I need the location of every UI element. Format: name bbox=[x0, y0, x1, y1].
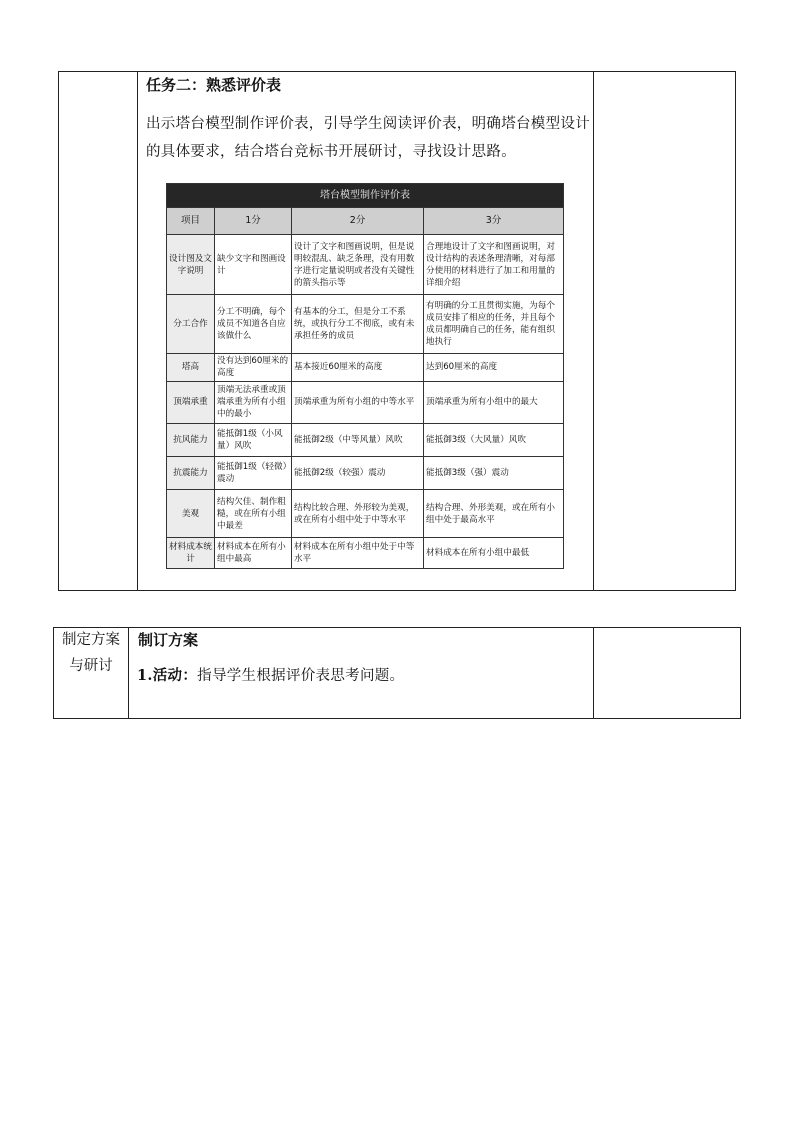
plan-title: 制订方案 bbox=[138, 631, 199, 649]
table1-border-top bbox=[58, 71, 736, 72]
table-row bbox=[167, 381, 564, 423]
table-row bbox=[167, 354, 564, 381]
rubric-header-1: 1分 bbox=[215, 208, 292, 235]
row-score-3: 合理地设计了文字和图画说明，对设计结构的表述条理清晰，对每部分使用的材料进行了加工和用量的详细介绍 bbox=[424, 235, 564, 294]
row-score-1: 能抵御1级（轻微）震动 bbox=[215, 457, 292, 490]
row-score-1: 能抵御1级（小风量）风吹 bbox=[215, 423, 292, 456]
row-score-1: 缺少文字和图画设计 bbox=[215, 235, 292, 294]
row-item: 抗震能力 bbox=[167, 457, 215, 490]
row-score-2: 设计了文字和图画说明，但是说明较混乱、缺乏条理，没有用数字进行定量说明或者没有关键性的箭头指示等 bbox=[292, 235, 424, 294]
row-score-1: 材料成本在所有小组中最高 bbox=[215, 537, 292, 568]
row-item: 顶端承重 bbox=[167, 381, 215, 423]
table1-divider-2 bbox=[593, 71, 594, 591]
table2-divider-1 bbox=[128, 627, 129, 719]
rubric-header-2: 2分 bbox=[292, 208, 424, 235]
row-score-3: 结构合理、外形美观，或在所有小组中处于最高水平 bbox=[424, 490, 564, 537]
row-score-2: 材料成本在所有小组中处于中等水平 bbox=[292, 537, 424, 568]
row-score-3: 能抵御3级（强）震动 bbox=[424, 457, 564, 490]
table-row bbox=[167, 537, 564, 568]
row-score-2: 能抵御2级（中等风量）风吹 bbox=[292, 423, 424, 456]
table2-divider-2 bbox=[593, 627, 594, 719]
table2-border-top bbox=[53, 627, 741, 628]
table1-border-left bbox=[58, 71, 59, 591]
row-score-3: 达到60厘米的高度 bbox=[424, 354, 564, 381]
activity-text: 指导学生根据评价表思考问题。 bbox=[197, 668, 405, 684]
table1-divider-1 bbox=[137, 71, 138, 591]
row-item: 分工合作 bbox=[167, 294, 215, 353]
table-row bbox=[167, 457, 564, 490]
table1-border-bottom bbox=[58, 590, 736, 591]
table-row bbox=[167, 235, 564, 294]
row-item: 抗风能力 bbox=[167, 423, 215, 456]
rubric-header-3: 3分 bbox=[424, 208, 564, 235]
table2-border-left bbox=[53, 627, 54, 719]
row-score-1: 分工不明确，每个成员不知道各自应该做什么 bbox=[215, 294, 292, 353]
row-score-3: 有明确的分工且贯彻实施，为每个成员安排了相应的任务，并且每个成员都明确自己的任务，能有组织地执行 bbox=[424, 294, 564, 353]
row-item: 设计图及文字说明 bbox=[167, 235, 215, 294]
row-score-1: 顶端无法承重或顶端承重为所有小组中的最小 bbox=[215, 381, 292, 423]
row-score-1: 结构欠佳、制作粗糙，或在所有小组中最差 bbox=[215, 490, 292, 537]
row-item: 塔高 bbox=[167, 354, 215, 381]
row-score-3: 材料成本在所有小组中最低 bbox=[424, 537, 564, 568]
task-paragraph: 出示塔台模型制作评价表，引导学生阅读评价表，明确塔台模型设计的具体要求，结合塔台竞标书开展研讨，寻找设计思路。 bbox=[146, 116, 590, 160]
row-score-2: 有基本的分工，但是分工不系统，或执行分工不彻底，或有未承担任务的成员 bbox=[292, 294, 424, 353]
activity-line bbox=[137, 662, 404, 690]
row-item: 材料成本统计 bbox=[167, 537, 215, 568]
rubric-table bbox=[166, 183, 563, 569]
task-title: 任务二：熟悉评价表 bbox=[146, 76, 282, 94]
row-score-2: 顶端承重为所有小组的中等水平 bbox=[292, 381, 424, 423]
section-label: 制定方案与研讨 bbox=[62, 632, 120, 674]
row-score-2: 结构比较合理、外形较为美观，或在所有小组中处于中等水平 bbox=[292, 490, 424, 537]
row-score-2: 能抵御2级（较强）震动 bbox=[292, 457, 424, 490]
rubric-caption: 塔台模型制作评价表 bbox=[167, 184, 564, 208]
table2-border-right bbox=[740, 627, 741, 719]
row-score-2: 基本接近60厘米的高度 bbox=[292, 354, 424, 381]
rubric-header-item: 项目 bbox=[167, 208, 215, 235]
row-item: 美观 bbox=[167, 490, 215, 537]
activity-label: 1.活动： bbox=[137, 667, 198, 684]
table-row bbox=[167, 423, 564, 456]
row-score-3: 能抵御3级（大风量）风吹 bbox=[424, 423, 564, 456]
row-score-3: 顶端承重为所有小组中的最大 bbox=[424, 381, 564, 423]
table2-border-bottom bbox=[53, 718, 741, 719]
table-row bbox=[167, 490, 564, 537]
row-score-1: 没有达到60厘米的高度 bbox=[215, 354, 292, 381]
table1-border-right bbox=[735, 71, 736, 591]
table-row bbox=[167, 294, 564, 353]
